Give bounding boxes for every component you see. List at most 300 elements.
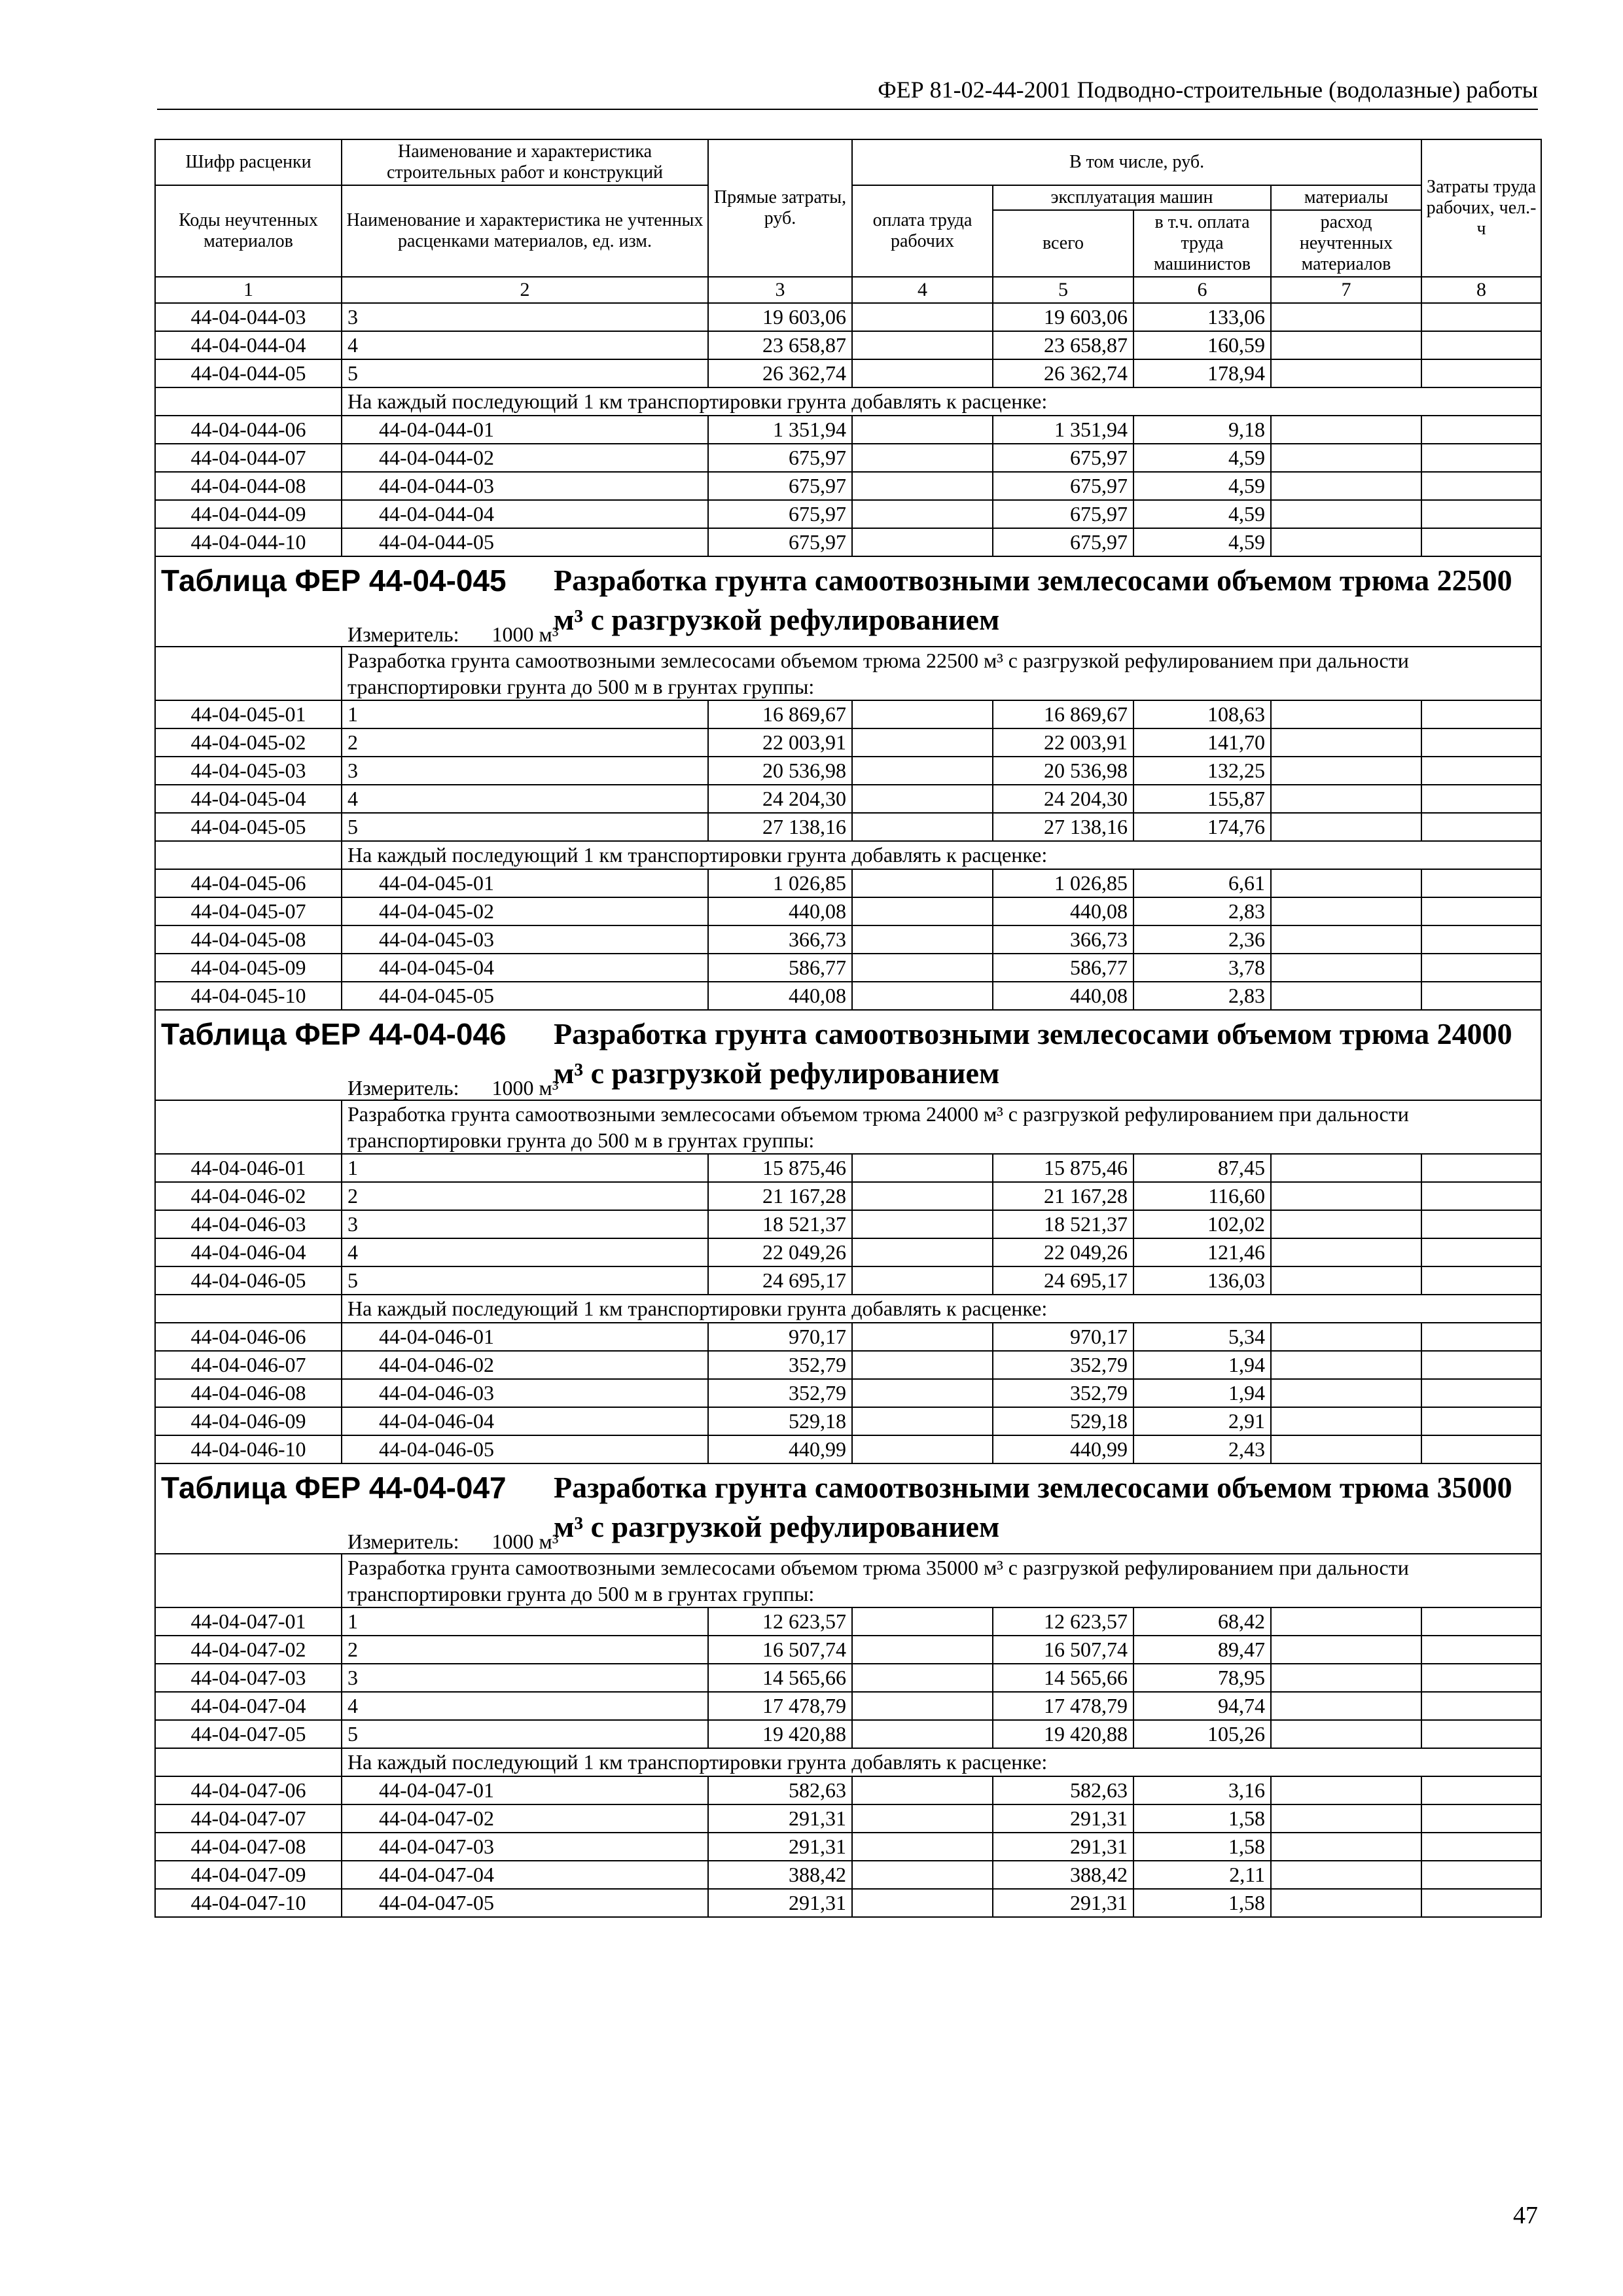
table-row <box>155 1238 1541 1266</box>
section-title <box>161 1011 1535 1100</box>
labor-costs-cell <box>1421 954 1541 982</box>
rate-code-cell: 44-04-045-03 <box>155 757 342 785</box>
machines-total-cell: 675,97 <box>993 472 1133 500</box>
rate-code-cell: 44-04-046-08 <box>155 1379 342 1407</box>
each-km-note: На каждый последующий 1 км транспортировки грунта добавлять к расценке: <box>342 387 1541 416</box>
machines-total-cell: 26 362,74 <box>993 359 1133 387</box>
labor-costs-cell <box>1421 1323 1541 1351</box>
work-name-cell: 2 <box>342 1636 708 1664</box>
machinist-wages-cell: 155,87 <box>1133 785 1271 813</box>
empty-cell <box>155 841 342 869</box>
rate-code-cell: 44-04-047-06 <box>155 1776 342 1804</box>
machines-total-cell: 388,42 <box>993 1861 1133 1889</box>
materials-cell <box>1271 416 1421 444</box>
direct-costs-cell: 1 026,85 <box>708 869 852 897</box>
materials-cell <box>1271 1776 1421 1804</box>
work-name-cell: 44-04-046-03 <box>342 1379 708 1407</box>
table-row <box>155 1407 1541 1435</box>
table-row <box>155 954 1541 982</box>
machinist-wages-cell: 2,91 <box>1133 1407 1271 1435</box>
machinist-wages-cell: 94,74 <box>1133 1692 1271 1720</box>
machinist-wages-cell: 2,83 <box>1133 897 1271 925</box>
work-name-cell: 44-04-045-01 <box>342 869 708 897</box>
work-name-cell: 3 <box>342 303 708 331</box>
machinist-wages-cell: 4,59 <box>1133 444 1271 472</box>
machinist-wages-cell: 1,94 <box>1133 1379 1271 1407</box>
work-name-cell: 2 <box>342 1182 708 1210</box>
machinist-wages-cell: 2,11 <box>1133 1861 1271 1889</box>
direct-costs-cell: 352,79 <box>708 1379 852 1407</box>
rate-code-cell: 44-04-045-07 <box>155 897 342 925</box>
labor-costs-cell <box>1421 700 1541 728</box>
work-name-cell: 3 <box>342 1210 708 1238</box>
machinist-wages-cell: 2,83 <box>1133 982 1271 1010</box>
direct-costs-cell: 291,31 <box>708 1804 852 1833</box>
worker-wages-cell <box>852 331 993 359</box>
section-title-cell <box>155 556 1541 647</box>
table-row <box>155 757 1541 785</box>
direct-costs-cell: 675,97 <box>708 472 852 500</box>
machinist-wages-cell: 160,59 <box>1133 331 1271 359</box>
machinist-wages-cell: 9,18 <box>1133 416 1271 444</box>
worker-wages-cell <box>852 1238 993 1266</box>
rate-code-cell: 44-04-047-08 <box>155 1833 342 1861</box>
machinist-wages-cell: 6,61 <box>1133 869 1271 897</box>
rates-table <box>154 139 1542 1918</box>
machines-total-cell: 20 536,98 <box>993 757 1133 785</box>
worker-wages-cell <box>852 1407 993 1435</box>
column-number: 2 <box>342 277 708 303</box>
machines-total-cell: 23 658,87 <box>993 331 1133 359</box>
table-row <box>155 1804 1541 1833</box>
rate-code-cell: 44-04-045-08 <box>155 925 342 954</box>
materials-cell <box>1271 1664 1421 1692</box>
worker-wages-cell <box>852 813 993 841</box>
table-header <box>155 139 1541 303</box>
materials-cell <box>1271 869 1421 897</box>
rate-code-cell: 44-04-044-07 <box>155 444 342 472</box>
worker-wages-cell <box>852 528 993 556</box>
table-name: Разработка грунта самоотвозными землесосами объемом трюма 35000 м³ с разгрузкой рефулированием <box>554 1471 1512 1543</box>
header-rate-code: Шифр расценки <box>155 139 342 185</box>
direct-costs-cell: 1 351,94 <box>708 416 852 444</box>
materials-cell <box>1271 1804 1421 1833</box>
header-material-names: Наименование и характеристика не учтенных расценками материалов, ед. изм. <box>342 185 708 277</box>
work-name-cell: 44-04-046-02 <box>342 1351 708 1379</box>
rate-code-cell: 44-04-047-01 <box>155 1607 342 1636</box>
labor-costs-cell <box>1421 528 1541 556</box>
rate-code-cell: 44-04-047-05 <box>155 1720 342 1748</box>
rate-code-cell: 44-04-045-10 <box>155 982 342 1010</box>
machines-total-cell: 366,73 <box>993 925 1133 954</box>
materials-cell <box>1271 1435 1421 1463</box>
labor-costs-cell <box>1421 813 1541 841</box>
materials-cell <box>1271 785 1421 813</box>
each-km-note: На каждый последующий 1 км транспортировки грунта добавлять к расценке: <box>342 841 1541 869</box>
worker-wages-cell <box>852 982 993 1010</box>
machines-total-cell: 16 507,74 <box>993 1636 1133 1664</box>
table-row <box>155 444 1541 472</box>
work-name-cell: 5 <box>342 359 708 387</box>
worker-wages-cell <box>852 1664 993 1692</box>
labor-costs-cell <box>1421 1889 1541 1917</box>
work-name-cell: 44-04-045-04 <box>342 954 708 982</box>
direct-costs-cell: 15 875,46 <box>708 1154 852 1182</box>
header-unaccounted-materials: расход неучтенных материалов <box>1271 210 1421 277</box>
machinist-wages-cell: 102,02 <box>1133 1210 1271 1238</box>
empty-cell <box>155 1554 342 1607</box>
work-name-cell: 44-04-047-04 <box>342 1861 708 1889</box>
direct-costs-cell: 24 695,17 <box>708 1266 852 1295</box>
work-name-cell: 5 <box>342 1720 708 1748</box>
labor-costs-cell <box>1421 416 1541 444</box>
rate-code-cell: 44-04-045-04 <box>155 785 342 813</box>
worker-wages-cell <box>852 444 993 472</box>
materials-cell <box>1271 1861 1421 1889</box>
worker-wages-cell <box>852 1351 993 1379</box>
direct-costs-cell: 27 138,16 <box>708 813 852 841</box>
table-code: Таблица ФЕР 44-04-045 <box>161 564 507 598</box>
unit-value: 1000 м³ <box>491 622 559 646</box>
table-row <box>155 1889 1541 1917</box>
machines-total-cell: 440,99 <box>993 1435 1133 1463</box>
direct-costs-cell: 440,99 <box>708 1435 852 1463</box>
empty-cell <box>155 647 342 700</box>
machinist-wages-cell: 178,94 <box>1133 359 1271 387</box>
rate-code-cell: 44-04-044-05 <box>155 359 342 387</box>
machines-total-cell: 27 138,16 <box>993 813 1133 841</box>
work-name-cell: 44-04-047-01 <box>342 1776 708 1804</box>
machines-total-cell: 675,97 <box>993 444 1133 472</box>
machines-total-cell: 19 603,06 <box>993 303 1133 331</box>
labor-costs-cell <box>1421 728 1541 757</box>
work-name-cell: 4 <box>342 331 708 359</box>
materials-cell <box>1271 1692 1421 1720</box>
machines-total-cell: 291,31 <box>993 1804 1133 1833</box>
section-title-row <box>155 556 1541 647</box>
table-row <box>155 1435 1541 1463</box>
materials-cell <box>1271 1182 1421 1210</box>
column-number: 7 <box>1271 277 1421 303</box>
materials-cell <box>1271 954 1421 982</box>
table-row <box>155 1692 1541 1720</box>
machinist-wages-cell: 4,59 <box>1133 472 1271 500</box>
table-row <box>155 1664 1541 1692</box>
machinist-wages-cell: 1,58 <box>1133 1889 1271 1917</box>
table-name: Разработка грунта самоотвозными землесосами объемом трюма 24000 м³ с разгрузкой рефулированием <box>554 1017 1512 1090</box>
machinist-wages-cell: 68,42 <box>1133 1607 1271 1636</box>
table-row <box>155 700 1541 728</box>
worker-wages-cell <box>852 1636 993 1664</box>
worker-wages-cell <box>852 416 993 444</box>
table-row <box>155 528 1541 556</box>
materials-cell <box>1271 728 1421 757</box>
machines-total-cell: 675,97 <box>993 500 1133 528</box>
machinist-wages-cell: 132,25 <box>1133 757 1271 785</box>
section-title-cell <box>155 1463 1541 1554</box>
labor-costs-cell <box>1421 1210 1541 1238</box>
labor-costs-cell <box>1421 757 1541 785</box>
each-km-row <box>155 841 1541 869</box>
column-number: 1 <box>155 277 342 303</box>
machines-total-cell: 16 869,67 <box>993 700 1133 728</box>
materials-cell <box>1271 1636 1421 1664</box>
work-name-cell: 4 <box>342 1692 708 1720</box>
labor-costs-cell <box>1421 1607 1541 1636</box>
machines-total-cell: 24 204,30 <box>993 785 1133 813</box>
table-row <box>155 925 1541 954</box>
materials-cell <box>1271 303 1421 331</box>
table-row <box>155 813 1541 841</box>
materials-cell <box>1271 359 1421 387</box>
table-row <box>155 1833 1541 1861</box>
work-name-cell: 4 <box>342 1238 708 1266</box>
worker-wages-cell <box>852 500 993 528</box>
description-row <box>155 1554 1541 1607</box>
table-row <box>155 416 1541 444</box>
direct-costs-cell: 529,18 <box>708 1407 852 1435</box>
worker-wages-cell <box>852 897 993 925</box>
materials-cell <box>1271 1607 1421 1636</box>
worker-wages-cell <box>852 925 993 954</box>
section-title <box>161 557 1535 646</box>
worker-wages-cell <box>852 785 993 813</box>
each-km-row <box>155 387 1541 416</box>
rate-code-cell: 44-04-046-02 <box>155 1182 342 1210</box>
rate-code-cell: 44-04-046-07 <box>155 1351 342 1379</box>
labor-costs-cell <box>1421 1379 1541 1407</box>
column-number: 5 <box>993 277 1133 303</box>
worker-wages-cell <box>852 472 993 500</box>
rate-code-cell: 44-04-045-01 <box>155 700 342 728</box>
machinist-wages-cell: 1,58 <box>1133 1804 1271 1833</box>
table-row <box>155 1720 1541 1748</box>
labor-costs-cell <box>1421 472 1541 500</box>
header-worker-wages: оплата труда рабочих <box>852 185 993 277</box>
machines-total-cell: 1 351,94 <box>993 416 1133 444</box>
machinist-wages-cell: 3,16 <box>1133 1776 1271 1804</box>
worker-wages-cell <box>852 954 993 982</box>
machinist-wages-cell: 174,76 <box>1133 813 1271 841</box>
description-note: Разработка грунта самоотвозными землесосами объемом трюма 24000 м³ с разгрузкой рефулированием при дальности транспортировки грунта до 500 м в грунтах группы: <box>342 1100 1541 1154</box>
work-name-cell: 44-04-047-03 <box>342 1833 708 1861</box>
materials-cell <box>1271 1351 1421 1379</box>
direct-costs-cell: 20 536,98 <box>708 757 852 785</box>
labor-costs-cell <box>1421 359 1541 387</box>
header-work-name: Наименование и характеристика строительных работ и конструкций <box>342 139 708 185</box>
section-title-row <box>155 1463 1541 1554</box>
machines-total-cell: 291,31 <box>993 1833 1133 1861</box>
table-row <box>155 869 1541 897</box>
labor-costs-cell <box>1421 500 1541 528</box>
work-name-cell: 4 <box>342 785 708 813</box>
work-name-cell: 44-04-045-05 <box>342 982 708 1010</box>
materials-cell <box>1271 1379 1421 1407</box>
rate-code-cell: 44-04-045-02 <box>155 728 342 757</box>
labor-costs-cell <box>1421 1833 1541 1861</box>
work-name-cell: 44-04-047-02 <box>342 1804 708 1833</box>
materials-cell <box>1271 331 1421 359</box>
worker-wages-cell <box>852 1776 993 1804</box>
worker-wages-cell <box>852 1692 993 1720</box>
labor-costs-cell <box>1421 1776 1541 1804</box>
direct-costs-cell: 675,97 <box>708 444 852 472</box>
materials-cell <box>1271 700 1421 728</box>
labor-costs-cell <box>1421 1351 1541 1379</box>
table-row <box>155 785 1541 813</box>
labor-costs-cell <box>1421 897 1541 925</box>
materials-cell <box>1271 1889 1421 1917</box>
worker-wages-cell <box>852 700 993 728</box>
worker-wages-cell <box>852 359 993 387</box>
direct-costs-cell: 22 049,26 <box>708 1238 852 1266</box>
empty-cell <box>155 1748 342 1776</box>
rate-code-cell: 44-04-047-07 <box>155 1804 342 1833</box>
column-number: 4 <box>852 277 993 303</box>
direct-costs-cell: 16 869,67 <box>708 700 852 728</box>
each-km-note: На каждый последующий 1 км транспортировки грунта добавлять к расценке: <box>342 1295 1541 1323</box>
work-name-cell: 44-04-044-01 <box>342 416 708 444</box>
worker-wages-cell <box>852 1435 993 1463</box>
rate-code-cell: 44-04-045-09 <box>155 954 342 982</box>
machinist-wages-cell: 116,60 <box>1133 1182 1271 1210</box>
header-machine-operation: эксплуатация машин <box>993 185 1271 210</box>
direct-costs-cell: 440,08 <box>708 897 852 925</box>
labor-costs-cell <box>1421 785 1541 813</box>
work-name-cell: 3 <box>342 757 708 785</box>
rate-code-cell: 44-04-044-10 <box>155 528 342 556</box>
empty-cell <box>155 1100 342 1154</box>
empty-cell <box>155 1295 342 1323</box>
machines-total-cell: 19 420,88 <box>993 1720 1133 1748</box>
table-row <box>155 303 1541 331</box>
work-name-cell: 5 <box>342 813 708 841</box>
machines-total-cell: 17 478,79 <box>993 1692 1133 1720</box>
work-name-cell: 44-04-045-03 <box>342 925 708 954</box>
unit-measure <box>348 1530 558 1553</box>
table-code: Таблица ФЕР 44-04-047 <box>161 1471 507 1505</box>
header-direct-costs: Прямые затраты, руб. <box>708 139 852 277</box>
table-row <box>155 1379 1541 1407</box>
table-row <box>155 1323 1541 1351</box>
machines-total-cell: 24 695,17 <box>993 1266 1133 1295</box>
materials-cell <box>1271 1323 1421 1351</box>
materials-cell <box>1271 500 1421 528</box>
table-row <box>155 982 1541 1010</box>
machines-total-cell: 440,08 <box>993 897 1133 925</box>
direct-costs-cell: 12 623,57 <box>708 1607 852 1636</box>
rate-code-cell: 44-04-046-10 <box>155 1435 342 1463</box>
machinist-wages-cell: 136,03 <box>1133 1266 1271 1295</box>
labor-costs-cell <box>1421 1692 1541 1720</box>
work-name-cell: 44-04-046-04 <box>342 1407 708 1435</box>
table-row <box>155 1266 1541 1295</box>
header-machinist-wages: в т.ч. оплата труда машинистов <box>1133 210 1271 277</box>
section-title-cell <box>155 1010 1541 1100</box>
rate-code-cell: 44-04-045-05 <box>155 813 342 841</box>
header-material-codes: Коды неучтенных материалов <box>155 185 342 277</box>
column-number: 3 <box>708 277 852 303</box>
direct-costs-cell: 16 507,74 <box>708 1636 852 1664</box>
materials-cell <box>1271 925 1421 954</box>
machinist-wages-cell: 2,36 <box>1133 925 1271 954</box>
description-row <box>155 647 1541 700</box>
materials-cell <box>1271 1238 1421 1266</box>
labor-costs-cell <box>1421 1238 1541 1266</box>
materials-cell <box>1271 1720 1421 1748</box>
work-name-cell: 44-04-047-05 <box>342 1889 708 1917</box>
table-row <box>155 359 1541 387</box>
direct-costs-cell: 582,63 <box>708 1776 852 1804</box>
direct-costs-cell: 24 204,30 <box>708 785 852 813</box>
rate-code-cell: 44-04-045-06 <box>155 869 342 897</box>
rate-code-cell: 44-04-046-06 <box>155 1323 342 1351</box>
rate-code-cell: 44-04-044-08 <box>155 472 342 500</box>
unit-label: Измеритель: <box>348 1076 459 1100</box>
machines-total-cell: 352,79 <box>993 1351 1133 1379</box>
work-name-cell: 3 <box>342 1664 708 1692</box>
rate-code-cell: 44-04-044-06 <box>155 416 342 444</box>
unit-measure <box>348 1076 558 1100</box>
labor-costs-cell <box>1421 1182 1541 1210</box>
rate-code-cell: 44-04-047-04 <box>155 1692 342 1720</box>
machinist-wages-cell: 1,94 <box>1133 1351 1271 1379</box>
page-header: ФЕР 81-02-44-2001 Подводно-строительные (водолазные) работы <box>157 73 1538 110</box>
machines-total-cell: 22 003,91 <box>993 728 1133 757</box>
work-name-cell: 1 <box>342 700 708 728</box>
description-note: Разработка грунта самоотвозными землесосами объемом трюма 35000 м³ с разгрузкой рефулированием при дальности транспортировки грунта до 500 м в грунтах группы: <box>342 1554 1541 1607</box>
worker-wages-cell <box>852 1889 993 1917</box>
worker-wages-cell <box>852 1804 993 1833</box>
direct-costs-cell: 19 420,88 <box>708 1720 852 1748</box>
table-row <box>155 472 1541 500</box>
labor-costs-cell <box>1421 444 1541 472</box>
labor-costs-cell <box>1421 1720 1541 1748</box>
machinist-wages-cell: 141,70 <box>1133 728 1271 757</box>
direct-costs-cell: 19 603,06 <box>708 303 852 331</box>
direct-costs-cell: 291,31 <box>708 1889 852 1917</box>
materials-cell <box>1271 757 1421 785</box>
each-km-row <box>155 1748 1541 1776</box>
header-labor-costs: Затраты труда рабочих, чел.-ч <box>1421 139 1541 277</box>
labor-costs-cell <box>1421 1154 1541 1182</box>
work-name-cell: 1 <box>342 1607 708 1636</box>
direct-costs-cell: 17 478,79 <box>708 1692 852 1720</box>
rate-code-cell: 44-04-044-04 <box>155 331 342 359</box>
table-body <box>155 303 1541 1917</box>
table-row <box>155 1861 1541 1889</box>
worker-wages-cell <box>852 1833 993 1861</box>
worker-wages-cell <box>852 1720 993 1748</box>
rate-code-cell: 44-04-047-03 <box>155 1664 342 1692</box>
worker-wages-cell <box>852 1266 993 1295</box>
machinist-wages-cell: 108,63 <box>1133 700 1271 728</box>
worker-wages-cell <box>852 728 993 757</box>
worker-wages-cell <box>852 1607 993 1636</box>
direct-costs-cell: 388,42 <box>708 1861 852 1889</box>
table-row <box>155 897 1541 925</box>
direct-costs-cell: 675,97 <box>708 500 852 528</box>
machinist-wages-cell: 121,46 <box>1133 1238 1271 1266</box>
work-name-cell: 44-04-045-02 <box>342 897 708 925</box>
direct-costs-cell: 586,77 <box>708 954 852 982</box>
labor-costs-cell <box>1421 1804 1541 1833</box>
labor-costs-cell <box>1421 869 1541 897</box>
empty-cell <box>155 387 342 416</box>
labor-costs-cell <box>1421 1266 1541 1295</box>
machines-total-cell: 12 623,57 <box>993 1607 1133 1636</box>
worker-wages-cell <box>852 1182 993 1210</box>
